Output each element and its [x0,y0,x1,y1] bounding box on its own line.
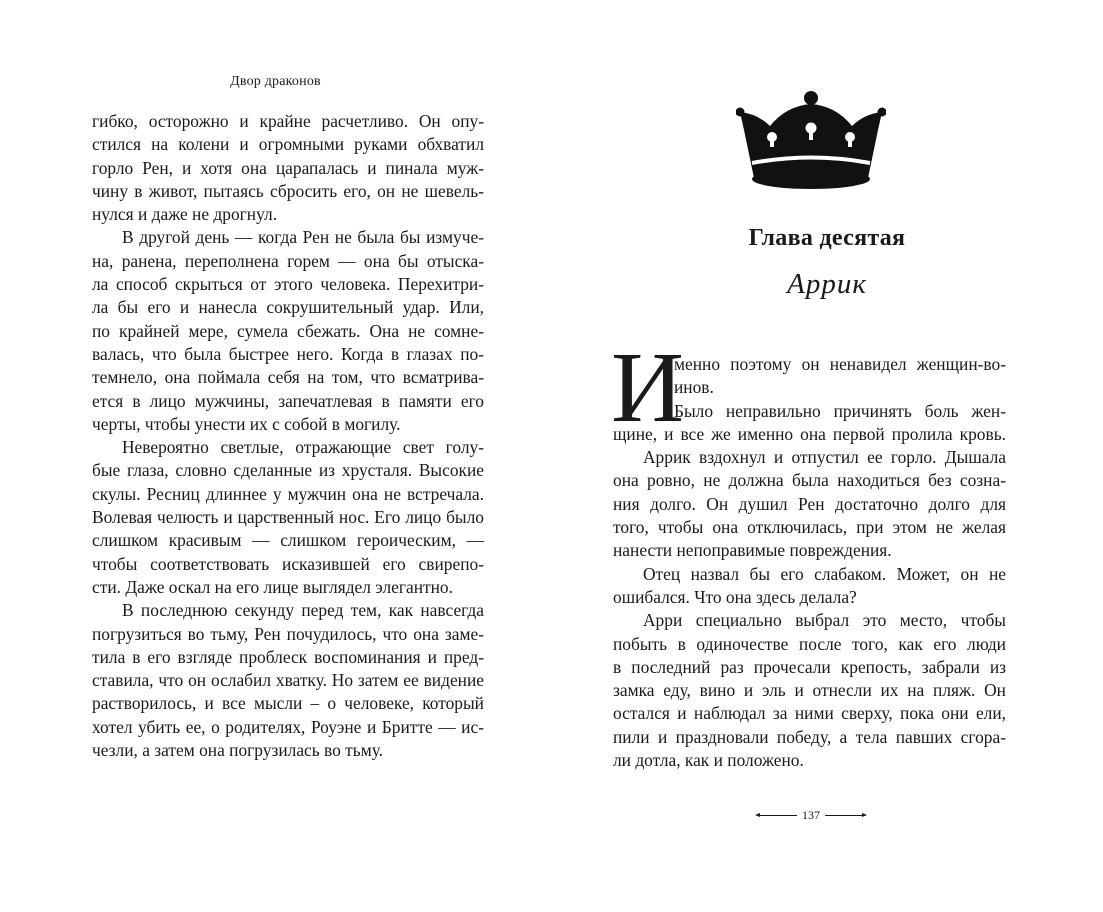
text-line: хотел убить ее, о родителях, Роуэне и Бритте — ис- [92,716,484,737]
text-line: остался и наблюдал за ними сверху, пока они ели, [613,703,1006,724]
folio-rule-right [825,815,865,816]
text-line: нулся и даже не дрогнул. [92,204,278,225]
text-line: сти. Даже оскал на его лице выглядел элегантно. [92,576,453,597]
text-line: стился на колени и огромными руками обхватил [92,134,484,155]
text-line: Было неправильно причинять боль жен- [674,400,1006,421]
page-number-folio [751,808,871,823]
text-line: чину в живот, пытаясь сбросить его, он не шевель- [92,180,484,201]
text-line: Аррик вздохнул и отпустил ее горло. Дышала [643,447,1006,468]
text-line: слишком красивым — слишком героическим, — [92,530,484,551]
text-line: ла способ скрыться от этого человека. Перехитри- [92,274,484,295]
text-line: ется в лицо мужчины, запечатлевая в памяти его [92,390,484,411]
left-page-body [92,110,484,762]
text-line: замка еду, вино и эль и отнесли их на пляж. Он [613,680,1006,701]
text-line: горло Рен, и хотя она царапалась и пинала муж- [92,157,484,178]
text-line: пили и праздновали победу, а тела павших сгора- [613,726,1006,747]
text-line: гибко, осторожно и крайне расчетливо. Он опу- [92,111,484,131]
text-line: ставила, что он ослабил хватку. Но затем ее видение [92,670,484,691]
chapter-title: Глава десятая [748,225,906,251]
text-line: В последнюю секунду перед тем, как навсегда [122,600,484,621]
text-line: побыть в одиночестве после того, как его люди [613,633,1006,654]
text-line: она ровно, не должна была находиться без созна- [613,470,1006,491]
text-line: В другой день — когда Рен не была бы измуче- [122,227,484,248]
text-line: валась, что была быстрее него. Когда в глазах по- [92,343,484,364]
page-number: 137 [802,808,820,822]
text-line: щине, и все же именно она первой пролила кровь. [613,423,1006,444]
text-line: чезли, а затем она погрузилась во тьму. [92,740,384,761]
left-page [0,0,551,912]
text-line: инов. [674,377,714,398]
text-line: Арри специально выбрал это место, чтобы [643,610,1006,631]
text-line: на, ранена, переполнена горем — она бы отыска- [92,250,484,271]
text-line: менно поэтому он ненавидел женщин-во- [674,354,1006,374]
text-line: по крайней мере, сумела сбежать. Она не сомне- [92,320,484,341]
text-line: ния долго. Он душил Рен достаточно долго для [613,493,1006,514]
crown-icon [736,88,886,190]
text-line: того, чтобы она отключилась, при этом не желая [613,517,1006,538]
text-line: погрузиться во тьму, Рен почудилось, что она заме- [92,623,484,644]
text-line: скулы. Ресниц длиннее у мужчин она не встречала. [92,483,484,504]
text-line: темнело, она поймала себя на том, что всматрива- [92,367,484,388]
right-page [551,0,1103,912]
text-line: Невероятно светлые, отражающие свет голу- [122,437,484,458]
text-line: растворилось, и все мысли – о человеке, который [92,693,484,714]
text-line: нанести непоправимые повреждения. [613,540,892,561]
right-page-body [613,353,1006,772]
text-line: ошибался. Что она здесь делала? [613,586,857,607]
text-line: тила в его взгляде проблеск воспоминания и пред- [92,646,484,667]
text-line: Отец назвал бы его слабаком. Может, он не [643,563,1006,584]
running-head: Двор драконов [230,74,321,89]
text-line: в последний раз прочесали крепость, забрали из [613,656,1006,677]
text-line: Волевая челюсть и царственный нос. Его лицо было [92,507,484,528]
folio-rule-left [757,815,797,816]
drop-cap: И [611,331,684,443]
text-line: бые глаза, словно сделанные из хрусталя. Высокие [92,460,484,481]
chapter-name: Аррик [787,268,867,300]
text-line: ла бы его и нанесла сокрушительный удар. Или, [92,297,484,318]
text-line: ли дотла, как и положено. [613,750,804,771]
text-line: черты, чтобы унести их с собой в могилу. [92,413,401,434]
text-line: чтобы соответствовать исказившей его свирепо- [92,553,484,574]
